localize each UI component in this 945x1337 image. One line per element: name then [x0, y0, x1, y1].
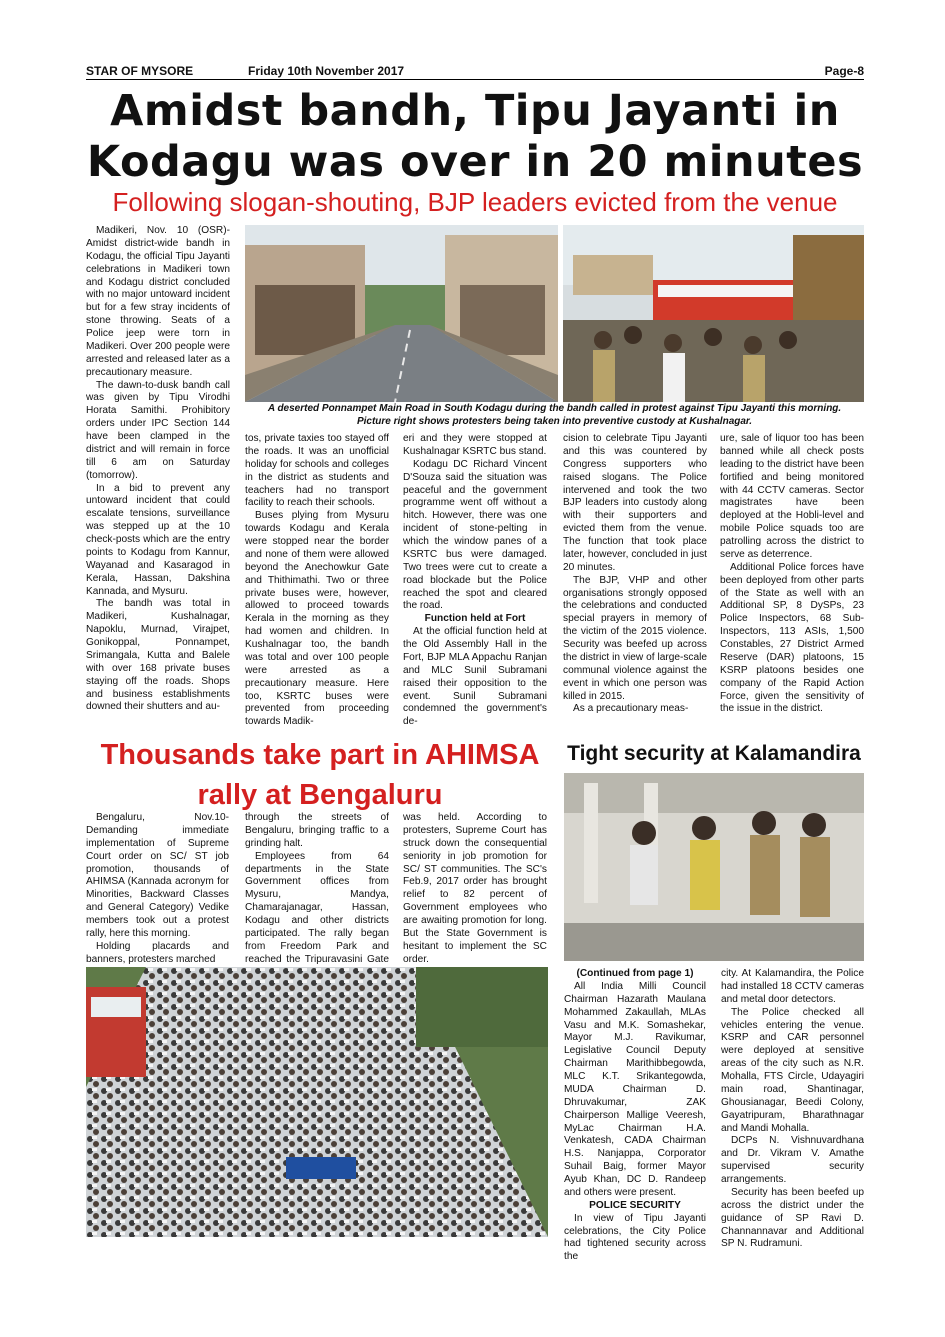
paragraph: The dawn-to-dusk bandh call was given by Tipu Virodhi Horata Samithi. Prohibitory orders under IPC Section 144 have been clamped in the district and will remain in force till 6 am on Saturday (tomorrow).	[86, 379, 230, 481]
ahimsa-headline	[86, 735, 554, 815]
paragraph: tos, private taxies too stayed off the roads. It was an unofficial holiday for schools and colleges in the district as students and teachers had no transport facility to reach their schools.	[245, 433, 389, 509]
paragraph: All India Milli Council Chairman Hazarath Maulana Mohammed Zakaullah, MLAs Vasu and M.K. Somashekar, Mayor M.J. Ravikumar, Legislative Council Deputy Chairman Marithibbegowda, MLC K.T. Srikantegowda, MUDA Chairman D. Dhruvakumar, ZAK Chairperson Mallige Veeresh, MyLac Chairman H.A. Venkatesh, CADA Chairman H.S. Nanjappa, Corporator Suhail Baig, former Mayor Ayub Khan, DC D. Randeep and others were present.	[564, 980, 706, 1198]
caption-line: A deserted Ponnampet Main Road in South Kodagu during the bandh called in protest against Tipu Jayanti this morning.	[267, 403, 842, 414]
lead-column-2	[245, 433, 389, 729]
paragraph: The bandh was total in Madikeri, Kushalnagar, Napoklu, Murnad, Virajpet, Gonikoppal, Ponnampet, Srimangala, Kutta and Balele with over 168 private buses staying off the roads. Shops and business establishments downed their shutters and au-	[86, 598, 230, 713]
lead-deck: Following slogan-shouting, BJP leaders evicted from the venue	[112, 187, 838, 217]
kalamandira-headline: Tight security at Kalamandira	[567, 742, 861, 765]
paragraph: Bengaluru, Nov.10- Demanding immediate implementation of Supreme Court order on SC/ ST job promotion, thousands of AHIMSA (Kannada acronym for Minorities, Backward Classes and General Category) Vedike members took out a protest rally, here this morning.	[86, 812, 229, 939]
paragraph: Security has been beefed up across the district under the guidance of SP Ravi D. Channannavar and Additional SP N. Rudramuni.	[721, 1186, 864, 1250]
lead-headline-line1: Amidst bandh, Tipu Jayanti in	[110, 86, 840, 136]
paragraph: At the official function held at the Old Assembly Hall in the Fort, BJP MLA Appachu Ranjan and MLC Sunil Subramani raised their opposition to the event. Sunil Subramani condemned the government's de-	[403, 626, 547, 728]
paragraph: Employees from 64 departments in the State Government offices from Mysuru, Mandya, Chamarajanagar, Hassan, Kodagu and other districts participated. The rally began from Freedom Park and reached the Tripuravasini Gate	[245, 850, 389, 965]
deserted-road-photo	[245, 225, 558, 402]
page-number: Page-8	[824, 64, 864, 78]
ahimsa-column-2	[245, 812, 389, 992]
ahimsa-headline-line2: rally at Bengaluru	[197, 779, 443, 811]
paragraph: city. At Kalamandira, the Police had installed 18 CCTV cameras and metal door detectors.	[721, 968, 864, 1005]
issue-date: Friday 10th November 2017	[248, 64, 405, 78]
kalamandira-column-2	[721, 968, 864, 1251]
lead-column-1	[86, 225, 230, 714]
kalamandira-security-photo	[564, 773, 864, 961]
paragraph: ure, sale of liquor too has been banned while all check posts leading to the district have been fortified and being monitored with 44 CCTV cameras. Sector magistrates have been deployed at the Hobli-level and mobile Police squads too are patrolling across the district to serve as deterrence.	[720, 433, 864, 560]
paragraph: Buses plying from Mysuru towards Kodagu and Kerala were stopped near the border and none of them were allowed beyond the Anechowkur Gate and Thithimathi. Two or three private buses were, however, allowed to proceed towards Kerala in the morning as they had women and children. In Kushalnagar too, the bandh was total and over 100 people were arrested as a precautionary measure. Here too, KSRTC buses were prevented from proceeding towards Madik-	[245, 510, 389, 728]
ahimsa-headline-line1: Thousands take part in AHIMSA	[100, 739, 540, 771]
paragraph: Kodagu DC Richard Vincent D'Souza said the situation was peaceful and the government programme went off without a hitch. However, there was one incident of stone-pelting in which the window panes of a KSRTC bus were damaged. Two trees were cut to create a road blockade but the Police reached the spot and cleared the road.	[403, 458, 547, 612]
lead-column-5	[720, 433, 864, 716]
lead-photo-caption	[245, 402, 864, 428]
paper-name: STAR OF MYSORE	[86, 64, 194, 78]
paragraph: Holding placards and banners, protesters marched	[86, 940, 229, 965]
paragraph: The Police checked all vehicles entering the venue. KSRP and CAR personnel were deployed at sensitive areas of the city such as N.R. Mohalla, FTS Circle, Udayagiri main road, Shantinagar, Ghousianagar, Beedi Colony, Gayatripuram, Bharathnagar and Mandi Mohalla.	[721, 1006, 864, 1134]
subhead-police-security: POLICE SECURITY	[589, 1199, 681, 1211]
paragraph: cision to celebrate Tipu Jayanti and this was countered by Congress supporters who raised slogans. The Police intervened and took the two BJP leaders into custody along with their supporters and evicted them from the venue. The function that took place later, however, concluded in just 20 minutes.	[563, 433, 707, 573]
paragraph: In view of Tipu Jayanti celebrations, the City Police had tightened security across the	[564, 1212, 706, 1263]
paragraph: DCPs N. Vishnuvardhana and Dr. Vikram V. Amathe supervised security arrangements.	[721, 1135, 864, 1185]
paragraph: was held. According to protesters, Supreme Court has struck down the consequential seniority in job promotion for SC/ ST communities. The SC's Feb.9, 2017 order has brought relief to 82 percent of Government employees who are awaiting promotion for long. But the State Government is hesitant to implement the SC order.	[403, 812, 547, 965]
ahimsa-column-1	[86, 812, 229, 967]
lead-headline-line2: Kodagu was over in 20 minutes	[86, 137, 864, 187]
ahimsa-rally-photo	[86, 967, 548, 1237]
protesters-custody-photo	[563, 225, 864, 402]
paragraph: Additional Police forces have been deployed from other parts of the State as well with an Additional SP, 8 DySPs, 23 Police Inspectors, 68 Sub-Inspectors, 113 ASIs, 1,500 Constables, 27 District Armed Reserve (DAR) platoons, 15 KSRP platoons besides one company of the Rapid Action Force, given the sensitivity of the issue in the district.	[720, 561, 864, 715]
lead-column-3	[403, 433, 547, 729]
paragraph: eri and they were stopped at Kushalnagar KSRTC bus stand.	[403, 433, 547, 457]
paragraph: The BJP, VHP and other organisations strongly opposed the celebrations and conducted special prayers in memory of the victim of the 2015 violence. Security was beefed up across the district in view of large-scale communal violence against the event in which one person was killed in 2015.	[563, 574, 707, 702]
paragraph: As a precautionary meas-	[573, 703, 689, 715]
ahimsa-column-3	[403, 812, 547, 967]
masthead	[86, 63, 864, 80]
subhead-function-fort: Function held at Fort	[424, 613, 526, 625]
continued-note: (Continued from page 1)	[576, 968, 694, 979]
paragraph: Madikeri, Nov. 10 (OSR)- Amidst district-wide bandh in Kodagu, the official Tipu Jayanti celebrations in Madikeri town and Kodagu district concluded with no major untoward incident but for a few stray incidents of stone throwing. Seats of a Police jeep were torn in Madikeri. Over 200 people were arrested and released later as a precautionary measure.	[86, 225, 230, 378]
kalamandira-column-1	[564, 968, 706, 1264]
lead-column-4	[563, 433, 707, 716]
paragraph: through the streets of Bengaluru, bringing traffic to a grinding halt.	[245, 812, 389, 849]
paragraph: In a bid to prevent any untoward incident that could escalate tensions, surveillance was stepped up at the 10 check-posts which are the entry points to Kodagu from Kannur, Wayanad and Kasaragod in Kerala, Hassan, Dakshina Kannada, and Mysuru.	[86, 482, 230, 597]
caption-line: Picture right shows protesters being taken into preventive custody at Kushalnagar.	[356, 416, 753, 427]
